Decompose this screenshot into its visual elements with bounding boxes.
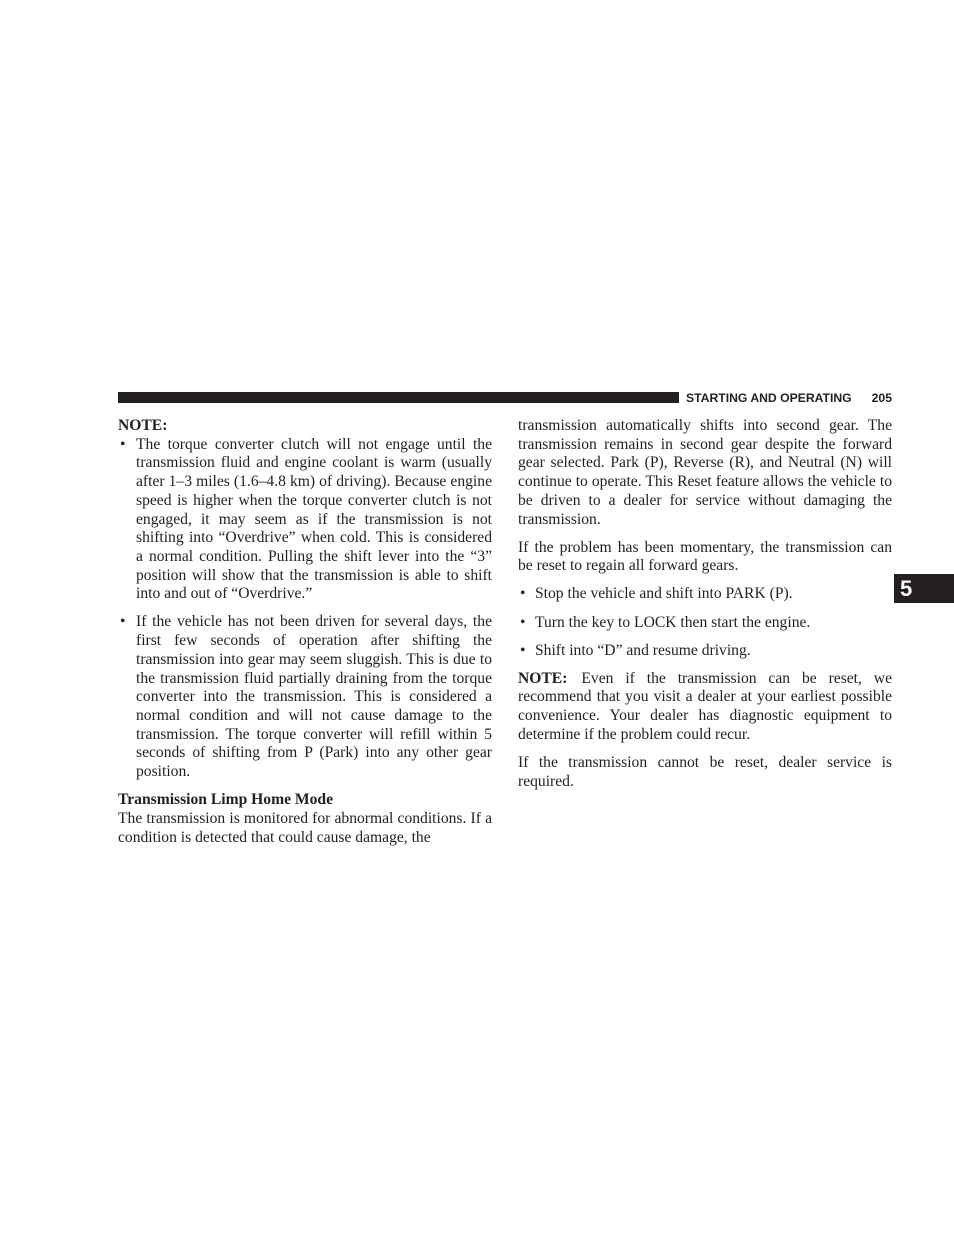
- chapter-tab: 5: [894, 574, 954, 603]
- limp-home-subheading: Transmission Limp Home Mode: [118, 791, 333, 809]
- note-bullet-list: [118, 436, 492, 782]
- header-rule: [118, 392, 679, 403]
- limp-home-paragraph: The transmission is monitored for abnormal conditions. If a condition is detected that could cause damage, the: [118, 809, 492, 846]
- reset-step-item: • Stop the vehicle and shift into PARK (P).: [518, 585, 892, 604]
- left-column: [118, 417, 492, 847]
- note-bullet-item: • The torque converter clutch will not engage until the transmission fluid and engine coolant is warm (usually after 1–3 miles (1.6–4.8 km) of driving). Because engine speed is higher when the torque converter clutch is not engaged, it may seem as if the transmission is not shifting into “Overdrive” when cold. This is considered a normal condition. Pulling the shift lever into the “3” position will show that the transmission is able to shift into and out of “Overdrive.”: [118, 436, 492, 604]
- continued-paragraph: transmission automatically shifts into second gear. The transmission remains in second gear despite the forward gear selected. Park (P), Reverse (R), and Neutral (N) will continue to operate. This Reset feature allows the vehicle to be driven to a dealer for service without damaging the transmission.: [518, 417, 892, 528]
- reset-step-item: • Shift into “D” and resume driving.: [518, 642, 892, 661]
- running-header: [686, 390, 892, 406]
- note-heading: NOTE:: [118, 417, 168, 434]
- reset-steps-list: [518, 585, 892, 660]
- reset-step-item: • Turn the key to LOCK then start the engine.: [518, 614, 892, 633]
- dealer-note-text: Even if the transmission can be reset, we recommend that you visit a dealer at your earliest possible convenience. Your dealer has diagnostic equipment to determine if the problem could recur.: [518, 669, 892, 743]
- reset-paragraph: If the problem has been momentary, the transmission can be reset to regain all forward gears.: [518, 538, 892, 575]
- dealer-note: [518, 670, 892, 745]
- dealer-service-paragraph: If the transmission cannot be reset, dealer service is required.: [518, 753, 892, 790]
- page-number: 205: [871, 391, 892, 405]
- dealer-note-label: NOTE:: [518, 669, 568, 687]
- right-column: [518, 417, 892, 791]
- note-bullet-item: • If the vehicle has not been driven for several days, the first few seconds of operation after shifting the transmission into gear may seem sluggish. This is due to the transmission fluid partially draining from the torque converter into the transmission. This is considered a normal condition and will not cause damage to the transmission. The torque converter will refill within 5 seconds of shifting from P (Park) into any other gear position.: [118, 613, 492, 781]
- section-title: STARTING AND OPERATING: [686, 391, 852, 405]
